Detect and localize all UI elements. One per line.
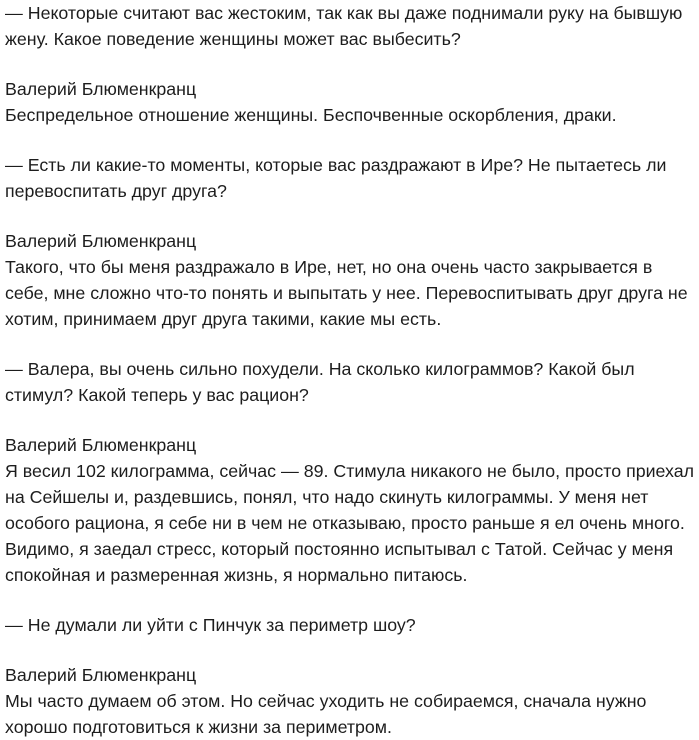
question-line: перевоспитать друг друга? — [5, 181, 227, 201]
answer-line: Мы часто думаем об этом. Но сейчас уходить не собираемся, сначала нужно — [5, 691, 647, 711]
question-line: — Некоторые считают вас жестоким, так как вы даже поднимали руку на бывшую — [5, 3, 683, 23]
question-block — [5, 0, 695, 52]
answer-block — [5, 76, 695, 128]
answer-line: Такого, что бы меня раздражало в Ире, нет, но она очень часто закрывается в — [5, 257, 653, 277]
answer-line: Я весил 102 килограмма, сейчас — 89. Стимула никакого не было, просто приехал — [5, 461, 694, 481]
answer-line: Видимо, я заедал стресс, который постоянно испытывал с Татой. Сейчас у меня — [5, 539, 674, 559]
answer-line: особого рациона, я себе ни в чем не отказываю, просто раньше я ел очень много. — [5, 513, 685, 533]
question-block — [5, 356, 695, 408]
speaker-name: Валерий Блюменкранц — [5, 665, 197, 685]
question-line: — Не думали ли уйти с Пинчук за периметр шоу? — [5, 615, 416, 635]
answer-line: хотим, принимаем друг друга такими, какие мы есть. — [5, 309, 442, 329]
answer-line: спокойная и размеренная жизнь, я нормально питаюсь. — [5, 565, 468, 585]
answer-block — [5, 662, 695, 740]
question-line: — Валера, вы очень сильно похудели. На сколько килограммов? Какой был — [5, 359, 635, 379]
question-line: жену. Какое поведение женщины может вас выбесить? — [5, 29, 461, 49]
speaker-name: Валерий Блюменкранц — [5, 231, 197, 251]
speaker-name: Валерий Блюменкранц — [5, 435, 197, 455]
question-block — [5, 612, 695, 638]
answer-block — [5, 228, 695, 332]
question-block — [5, 152, 695, 204]
question-line: стимул? Какой теперь у вас рацион? — [5, 385, 309, 405]
interview-article — [5, 0, 695, 740]
answer-line: на Сейшелы и, раздевшись, понял, что надо скинуть килограммы. У меня нет — [5, 487, 649, 507]
answer-line: себе, мне сложно что-то понять и выпытать у нее. Перевоспитывать друг друга не — [5, 283, 688, 303]
question-line: — Есть ли какие-то моменты, которые вас раздражают в Ире? Не пытаетесь ли — [5, 155, 667, 175]
answer-line: хорошо подготовиться к жизни за периметром. — [5, 717, 392, 737]
speaker-name: Валерий Блюменкранц — [5, 79, 197, 99]
answer-line: Беспредельное отношение женщины. Беспочвенные оскорбления, драки. — [5, 105, 617, 125]
answer-block — [5, 432, 695, 588]
